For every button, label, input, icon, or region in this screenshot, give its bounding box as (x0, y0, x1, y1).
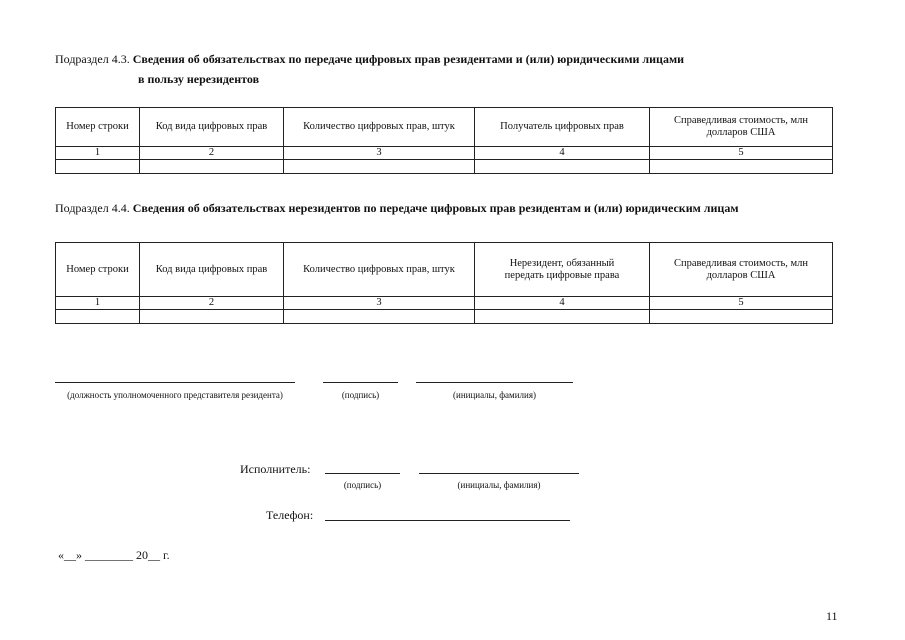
column-number: 1 (56, 297, 140, 310)
position-signature-line[interactable] (55, 382, 295, 383)
empty-cell[interactable] (650, 310, 833, 324)
column-number: 4 (475, 297, 650, 310)
signature-caption: (подпись) (341, 390, 380, 400)
section-4-3-heading (55, 52, 684, 67)
column-number: 3 (284, 297, 475, 310)
header-cell: Нерезидент, обязанный передать цифровые права (475, 243, 650, 297)
empty-cell[interactable] (56, 160, 140, 174)
empty-cell[interactable] (284, 160, 475, 174)
page-number: 11 (826, 609, 838, 623)
name-caption: (инициалы, фамилия) (453, 390, 536, 400)
section-4-3-title: Сведения об обязательствах по передаче цифровых прав резидентами и (или) юридическими лицами (132, 52, 685, 66)
executor-name-caption: (инициалы, фамилия) (457, 480, 541, 490)
section-4-4-title: Сведения об обязательствах нерезидентов по передаче цифровых прав резидентам и (или) юридическим лицам (132, 201, 739, 215)
table-4-3 (55, 107, 833, 174)
header-cell: Количество цифровых прав, штук (284, 108, 475, 147)
column-number: 4 (475, 147, 650, 160)
column-number: 3 (284, 147, 475, 160)
position-caption: (должность уполномоченного представителя резидента) (67, 390, 283, 400)
empty-cell[interactable] (475, 310, 650, 324)
table-4-4-empty-row (56, 310, 833, 324)
header-cell: Номер строки (56, 108, 140, 147)
table-4-4-header-row (56, 243, 833, 297)
signature-line[interactable] (323, 382, 398, 383)
column-number: 2 (140, 147, 284, 160)
header-cell: Количество цифровых прав, штук (284, 243, 475, 297)
section-4-4-prefix: Подраздел 4.4. (55, 201, 133, 215)
column-number: 2 (140, 297, 284, 310)
section-4-3-prefix: Подраздел 4.3. (55, 52, 133, 66)
table-4-3-header-row (56, 108, 833, 147)
header-cell: Справедливая стоимость, млн долларов США (650, 108, 833, 147)
section-4-4-heading (55, 201, 739, 216)
section-4-3-heading-line2 (138, 72, 259, 87)
empty-cell[interactable] (284, 310, 475, 324)
column-number: 1 (56, 147, 140, 160)
date-line: «__» ________ 20__ г. (58, 548, 170, 562)
table-4-3-number-row (56, 147, 833, 160)
header-cell: Номер строки (56, 243, 140, 297)
empty-cell[interactable] (140, 160, 284, 174)
empty-cell[interactable] (475, 160, 650, 174)
header-cell: Получатель цифровых прав (475, 108, 650, 147)
phone-label: Телефон: (266, 508, 314, 522)
executor-signature-line[interactable] (325, 473, 400, 474)
empty-cell[interactable] (56, 310, 140, 324)
header-cell: Код вида цифровых прав (140, 243, 284, 297)
column-number: 5 (650, 147, 833, 160)
executor-name-line[interactable] (419, 473, 579, 474)
executor-label: Исполнитель: (240, 462, 311, 476)
table-4-4 (55, 242, 833, 324)
table-4-4-number-row (56, 297, 833, 310)
executor-signature-caption: (подпись) (343, 480, 382, 490)
header-cell: Справедливая стоимость, млн долларов США (650, 243, 833, 297)
phone-line[interactable] (325, 520, 570, 521)
name-line[interactable] (416, 382, 573, 383)
header-cell: Код вида цифровых прав (140, 108, 284, 147)
empty-cell[interactable] (650, 160, 833, 174)
section-4-3-title-line2: в пользу нерезидентов (138, 72, 260, 86)
column-number: 5 (650, 297, 833, 310)
table-4-3-empty-row (56, 160, 833, 174)
empty-cell[interactable] (140, 310, 284, 324)
